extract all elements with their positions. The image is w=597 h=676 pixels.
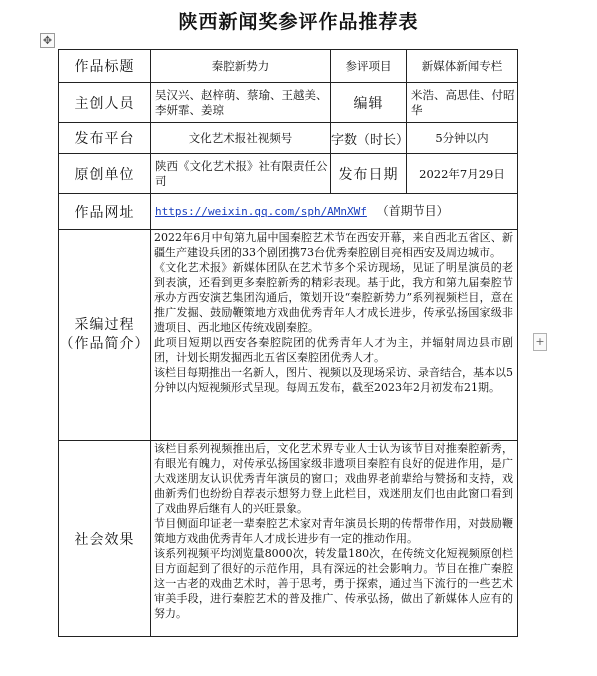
- editors-label: 编辑: [331, 83, 407, 123]
- date-value: 2022年7月29日: [407, 154, 518, 194]
- org-label: 原创单位: [59, 154, 151, 194]
- process-label-sub: （作品简介）: [59, 336, 150, 352]
- effect-text: [151, 441, 518, 637]
- platform-label: 发布平台: [59, 123, 151, 154]
- url-note: （首期节目）: [376, 204, 449, 218]
- table-row: [59, 194, 518, 230]
- process-text: [151, 230, 518, 441]
- creators-label: 主创人员: [59, 83, 151, 123]
- process-label-main: 采编过程: [74, 317, 135, 333]
- editors-value: 米浩、高思佳、付昭华: [407, 83, 518, 123]
- category-label: 参评项目: [331, 50, 407, 83]
- recommendation-form: [58, 49, 518, 637]
- process-label: [59, 230, 151, 441]
- process-paragraph: 该栏目每期推出一名新人，图片、视频以及现场采访、录音结合，基本以5分钟以内短视频形式呈现。每周五发布，截至2023年2月初发布21期。: [154, 366, 513, 394]
- length-label: 字数（时长）: [331, 123, 407, 154]
- table-row: [59, 83, 518, 123]
- effect-paragraph: 节目侧面印证老一辈秦腔艺术家对青年演员长期的传帮带作用，对鼓励鞭策地方戏曲优秀青年人才成长进步有一定的推动作用。: [154, 517, 513, 545]
- page-title: 陕西新闻奖参评作品推荐表: [178, 11, 419, 33]
- length-value: 5分钟以内: [407, 123, 518, 154]
- platform-value: 文化艺术报社视频号: [151, 123, 331, 154]
- creators-value: 吴汉兴、赵梓萌、蔡瑜、王越美、李妍霏、姜琼: [151, 83, 331, 123]
- plus-icon[interactable]: +: [533, 333, 547, 351]
- move-icon[interactable]: ✥: [40, 33, 55, 48]
- table-row: [59, 441, 518, 637]
- table-row: [59, 50, 518, 83]
- date-label: 发布日期: [331, 154, 407, 194]
- title-label: 作品标题: [59, 50, 151, 83]
- effect-paragraph: 该系列视频平均浏览量8000次，转发量180次，在传统文化短视频原创栏目方面起到了很好的示范作用，具有深远的社会影响力。节目在推广秦腔这一古老的戏曲艺术时，善于思考，勇于探索，通过当下流行的一些艺术审美手段，进行秦腔艺术的普及推广、传承弘扬，做出了新媒体人应有的努力。: [154, 547, 513, 620]
- process-paragraph: 此项目短期以西安各秦腔院团的优秀青年人才为主，并辐射周边县市剧团，计划长期发掘西北五省区秦腔团优秀人才。: [154, 336, 513, 364]
- url-cell: [151, 194, 518, 230]
- work-url-link[interactable]: https://weixin.qq.com/sph/AMnXWf: [155, 205, 367, 218]
- org-value: 陕西《文化艺术报》社有限责任公司: [151, 154, 331, 194]
- effect-paragraph: 该栏目系列视频推出后，文化艺术界专业人士认为该节目对推秦腔新秀，有眼光有魄力，对传承弘扬国家级非遗项目秦腔有良好的促进作用，是广大戏迷朋友认识优秀青年演员的窗口；戏曲界老前辈给与赞扬和支持，戏曲新秀们也纷纷自荐表示想努力登上此栏目，戏迷朋友们也由此窗口看到了戏曲界后继有人的兴旺景象。: [154, 442, 513, 515]
- title-value: 秦腔新势力: [151, 50, 331, 83]
- table-row: [59, 230, 518, 441]
- category-value: 新媒体新闻专栏: [407, 50, 518, 83]
- effect-label: 社会效果: [59, 441, 151, 637]
- url-label: 作品网址: [59, 194, 151, 230]
- process-paragraph: 《文化艺术报》新媒体团队在艺术节多个采访现场，见证了明星演员的老到表演，还看到更多秦腔新秀的精彩表现。基于此，我方和第九届秦腔节承办方西安演艺集团沟通后，策划开设“秦腔新势力”系列视频栏目，意在推广发掘、鼓励鞭策地方戏曲优秀青年人才成长进步，传承弘扬国家级非遗项目、西北地区传统戏剧秦腔。: [154, 261, 513, 334]
- table-row: [59, 123, 518, 154]
- process-paragraph: 2022年6月中旬第九届中国秦腔艺术节在西安开幕，来自西北五省区、新疆生产建设兵团的33个剧团携73台优秀秦腔剧目亮相西安及周边城市。: [154, 231, 513, 259]
- table-row: [59, 154, 518, 194]
